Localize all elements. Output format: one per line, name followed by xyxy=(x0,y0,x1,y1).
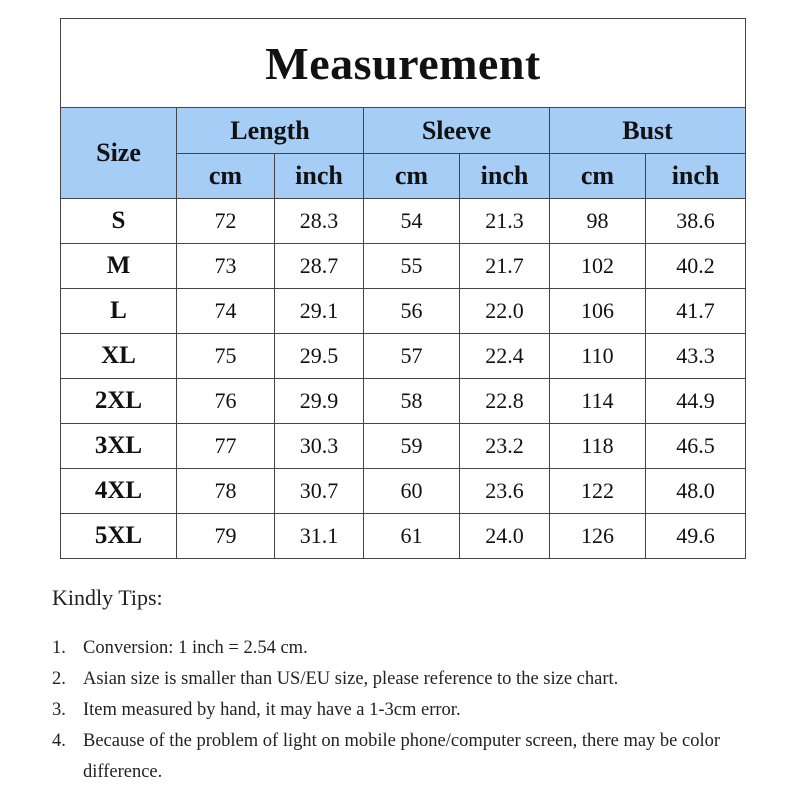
tip-number: 2. xyxy=(52,669,66,689)
chart-title: Measurement xyxy=(61,19,746,108)
measurement-cell: 54 xyxy=(364,199,460,244)
measurement-cell: 72 xyxy=(177,199,275,244)
measurement-cell: 29.5 xyxy=(275,334,364,379)
measurement-cell: 30.7 xyxy=(275,469,364,514)
measurement-cell: 24.0 xyxy=(460,514,550,559)
sleeve-header: Sleeve xyxy=(364,108,550,154)
measurement-cell: 48.0 xyxy=(646,469,746,514)
table-row xyxy=(61,199,746,244)
measurement-cell: 57 xyxy=(364,334,460,379)
measurement-cell: 73 xyxy=(177,244,275,289)
tip-text: Because of the problem of light on mobile phone/computer screen, there may be color difference. xyxy=(83,731,721,782)
size-column-header: Size xyxy=(61,108,177,199)
tip-number: 1. xyxy=(52,638,66,658)
size-label: M xyxy=(61,244,177,289)
measurement-cell: 43.3 xyxy=(646,334,746,379)
table-body xyxy=(61,199,746,559)
size-label: S xyxy=(61,199,177,244)
tip-number: 4. xyxy=(52,731,66,751)
measurement-cell: 55 xyxy=(364,244,460,289)
table-row xyxy=(61,334,746,379)
measurement-cell: 49.6 xyxy=(646,514,746,559)
measurement-cell: 61 xyxy=(364,514,460,559)
measurement-cell: 22.8 xyxy=(460,379,550,424)
measurement-cell: 41.7 xyxy=(646,289,746,334)
unit-header: inch xyxy=(460,154,550,199)
table-row xyxy=(61,424,746,469)
measurement-cell: 114 xyxy=(550,379,646,424)
tip-item xyxy=(52,664,772,695)
tip-text: Item measured by hand, it may have a 1-3cm error. xyxy=(83,700,461,720)
measurement-cell: 22.0 xyxy=(460,289,550,334)
tips-title: Kindly Tips: xyxy=(52,585,163,610)
table-row xyxy=(61,469,746,514)
measurement-cell: 38.6 xyxy=(646,199,746,244)
measurement-cell: 79 xyxy=(177,514,275,559)
measurement-cell: 30.3 xyxy=(275,424,364,469)
measurement-cell: 78 xyxy=(177,469,275,514)
measurement-cell: 118 xyxy=(550,424,646,469)
measurement-cell: 58 xyxy=(364,379,460,424)
measurement-cell: 28.3 xyxy=(275,199,364,244)
measurement-cell: 106 xyxy=(550,289,646,334)
unit-header: inch xyxy=(275,154,364,199)
length-header: Length xyxy=(177,108,364,154)
measurement-cell: 21.7 xyxy=(460,244,550,289)
size-label: 2XL xyxy=(61,379,177,424)
unit-header: cm xyxy=(177,154,275,199)
size-label: XL xyxy=(61,334,177,379)
measurement-cell: 122 xyxy=(550,469,646,514)
measurement-cell: 40.2 xyxy=(646,244,746,289)
group-header-row xyxy=(61,108,746,154)
unit-header: inch xyxy=(646,154,746,199)
measurement-cell: 59 xyxy=(364,424,460,469)
measurement-cell: 77 xyxy=(177,424,275,469)
measurement-cell: 28.7 xyxy=(275,244,364,289)
table-row xyxy=(61,244,746,289)
tip-number: 3. xyxy=(52,700,66,720)
size-label: 3XL xyxy=(61,424,177,469)
size-table xyxy=(60,18,746,559)
table-row xyxy=(61,289,746,334)
bust-header: Bust xyxy=(550,108,746,154)
measurement-cell: 29.9 xyxy=(275,379,364,424)
measurement-cell: 56 xyxy=(364,289,460,334)
tips-list xyxy=(52,633,772,788)
size-label: 5XL xyxy=(61,514,177,559)
measurement-cell: 23.6 xyxy=(460,469,550,514)
measurement-cell: 46.5 xyxy=(646,424,746,469)
measurement-cell: 31.1 xyxy=(275,514,364,559)
tip-item xyxy=(52,695,772,726)
measurement-cell: 76 xyxy=(177,379,275,424)
size-label: L xyxy=(61,289,177,334)
measurement-cell: 23.2 xyxy=(460,424,550,469)
table-row xyxy=(61,514,746,559)
measurement-cell: 29.1 xyxy=(275,289,364,334)
tip-text: Conversion: 1 inch = 2.54 cm. xyxy=(83,638,308,658)
measurement-cell: 126 xyxy=(550,514,646,559)
measurement-cell: 75 xyxy=(177,334,275,379)
tip-item xyxy=(52,633,772,664)
measurement-cell: 22.4 xyxy=(460,334,550,379)
measurement-cell: 74 xyxy=(177,289,275,334)
measurement-cell: 44.9 xyxy=(646,379,746,424)
unit-header: cm xyxy=(550,154,646,199)
measurement-cell: 60 xyxy=(364,469,460,514)
size-chart xyxy=(60,18,745,559)
measurement-cell: 98 xyxy=(550,199,646,244)
size-label: 4XL xyxy=(61,469,177,514)
unit-header: cm xyxy=(364,154,460,199)
table-row xyxy=(61,379,746,424)
measurement-cell: 110 xyxy=(550,334,646,379)
tip-text: Asian size is smaller than US/EU size, please reference to the size chart. xyxy=(83,669,619,689)
tip-item xyxy=(52,726,772,788)
kindly-tips xyxy=(52,585,772,788)
measurement-cell: 21.3 xyxy=(460,199,550,244)
measurement-cell: 102 xyxy=(550,244,646,289)
